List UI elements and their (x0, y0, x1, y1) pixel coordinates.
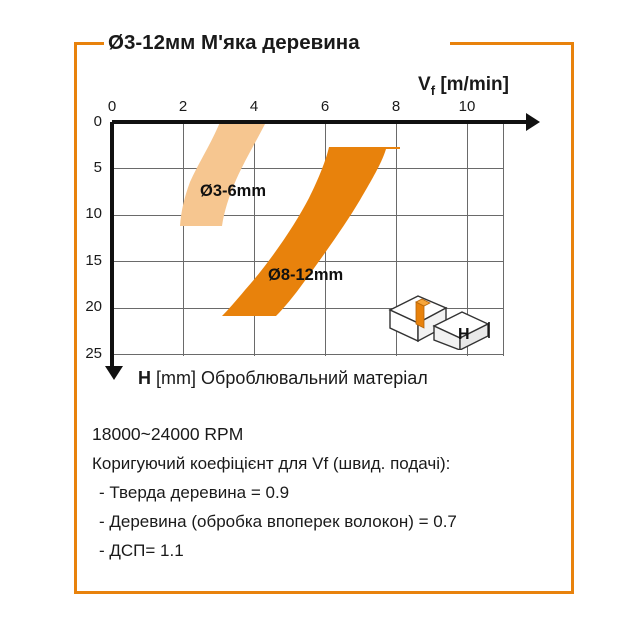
page-title: Ø3-12мм М'яка деревина (108, 31, 360, 54)
y-tick-label: 0 (93, 113, 102, 130)
band-label-3-6mm: Ø3-6mm (200, 182, 267, 200)
y-axis-title-unit: [mm] (156, 368, 197, 388)
band-8-12mm (222, 147, 400, 316)
x-axis-title-sub: f (430, 82, 436, 98)
y-tick-label: 25 (85, 345, 102, 362)
note-rpm: 18000~24000 RPM (92, 424, 244, 444)
x-tick-label: 4 (249, 98, 259, 115)
x-axis-title (418, 74, 509, 98)
y-axis-title-text: Оброблювальний матеріал (201, 368, 428, 388)
x-tick-label: 0 (107, 98, 117, 115)
x-tick-label: 2 (178, 98, 188, 115)
y-axis-title (138, 368, 428, 389)
x-axis-title-unit: [m/min] (440, 74, 509, 95)
y-axis-arrow (105, 366, 123, 380)
y-axis-line (110, 122, 114, 370)
note-coefficient-heading: Коригуючий коефіцієнт для Vf (швид. подачі): (92, 454, 451, 473)
band-3-6mm (180, 122, 266, 226)
x-tick-label: 8 (391, 98, 401, 115)
x-tick-label: 10 (458, 98, 476, 115)
y-tick-label: 15 (85, 252, 102, 269)
workpiece-h-label: H (458, 326, 470, 343)
y-axis-title-main: H (138, 368, 151, 388)
y-tick-label: 5 (93, 159, 102, 176)
x-axis-title-main: V (418, 74, 431, 95)
note-item: - ДСП= 1.1 (99, 541, 184, 560)
workpiece-icon (388, 288, 492, 350)
notes-block (92, 424, 562, 570)
x-axis-arrow (526, 113, 540, 131)
x-tick-label: 6 (320, 98, 330, 115)
band-label-8-12mm: Ø8-12mm (268, 266, 344, 284)
x-axis-line (112, 120, 530, 124)
y-tick-label: 10 (85, 205, 102, 222)
note-item: - Деревина (обробка впоперек волокон) = 0.7 (99, 512, 457, 531)
note-item: - Тверда деревина = 0.9 (99, 483, 290, 502)
y-tick-label: 20 (85, 298, 102, 315)
